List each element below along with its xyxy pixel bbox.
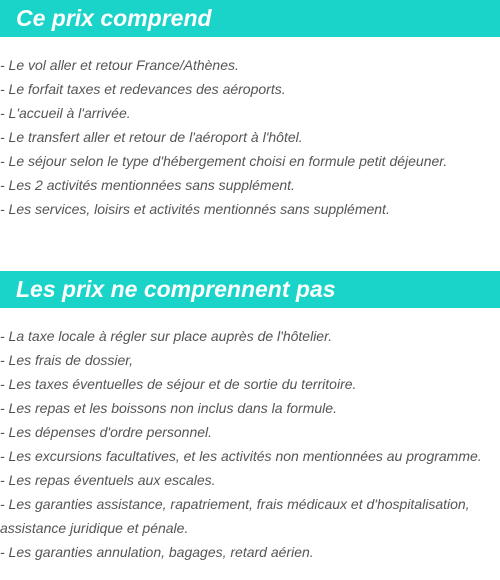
list-item: - Le transfert aller et retour de l'aéroport à l'hôtel.	[0, 129, 303, 145]
list-item: - Le séjour selon le type d'hébergement choisi en formule petit déjeuner.	[0, 153, 448, 169]
list-item: - Le forfait taxes et redevances des aéroports.	[0, 81, 286, 97]
list-item: - Les taxes éventuelles de séjour et de sortie du territoire.	[0, 376, 357, 392]
section-title-excludes: Les prix ne comprennent pas	[0, 271, 500, 308]
section-title-includes: Ce prix comprend	[0, 0, 500, 37]
list-item: - Les 2 activités mentionnées sans supplément.	[0, 177, 295, 193]
list-item: - Les repas et les boissons non inclus dans la formule.	[0, 400, 337, 416]
list-item: - Les garanties annulation, bagages, retard aérien.	[0, 544, 314, 560]
list-item: - Les excursions facultatives, et les activités non mentionnées au programme.	[0, 448, 482, 464]
list-item: - Les repas éventuels aux escales.	[0, 472, 216, 488]
list-item: - Les dépenses d'ordre personnel.	[0, 424, 213, 440]
list-item: - Les services, loisirs et activités mentionnés sans supplément.	[0, 201, 390, 217]
list-item-continuation: assistance juridique et pénale.	[0, 520, 189, 536]
includes-list	[0, 53, 500, 221]
list-item: - Les garanties assistance, rapatriement, frais médicaux et d'hospitalisation,	[0, 496, 470, 512]
excludes-list	[0, 324, 500, 564]
list-item: - Les frais de dossier,	[0, 352, 134, 368]
list-item: - Le vol aller et retour France/Athènes.	[0, 57, 239, 73]
list-item: - La taxe locale à régler sur place auprès de l'hôtelier.	[0, 328, 333, 344]
list-item: - L'accueil à l'arrivée.	[0, 105, 131, 121]
